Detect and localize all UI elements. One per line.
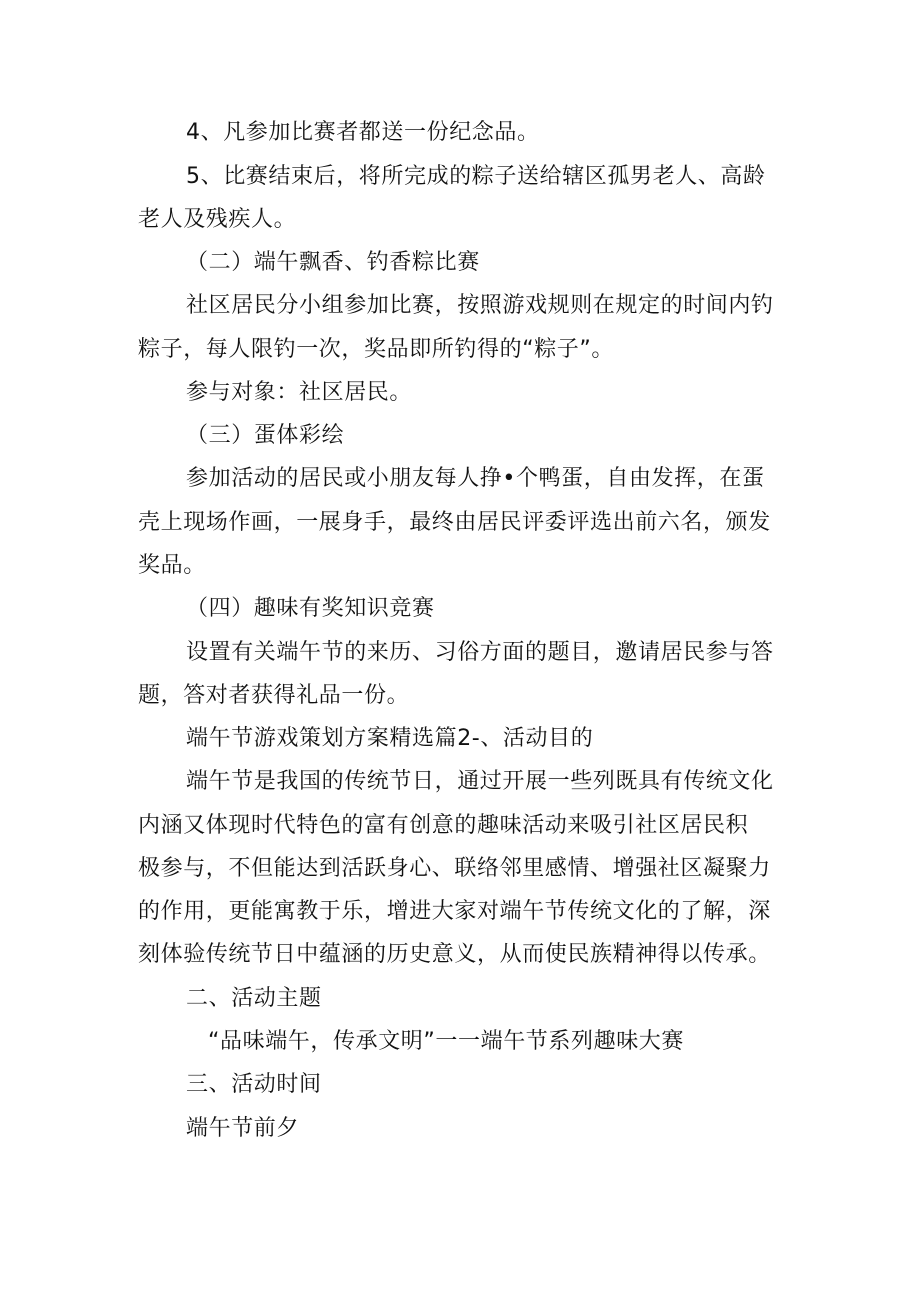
section-2-heading: （二）端午飘香、钓香粽比赛: [186, 250, 480, 275]
theme-text: “品味端午，传承文明”一一端午节系列趣味大赛: [208, 1029, 684, 1054]
purpose-line-3: 极参与，不但能达到活跃身心、联络邻里感情、增强社区凝聚力: [138, 856, 771, 881]
purpose-line-2: 内涵又体现时代特色的富有创意的趣味活动来吸引社区居民积: [138, 813, 749, 838]
section-3-line-3: 奖品。: [138, 553, 206, 578]
section-4-line-2: 题，答对者获得礼品一份。: [138, 683, 410, 708]
time-text: 端午节前夕: [186, 1116, 300, 1141]
section-3-heading: （三）蛋体彩绘: [186, 423, 345, 448]
part-2-title: 端午节游戏策划方案精选篇2-、活动目的: [186, 726, 594, 751]
section-2-line-1: 社区居民分小组参加比赛，按照游戏规则在规定的时间内钓: [186, 293, 774, 318]
section-3-line-2: 壳上现场作画，一展身手，最终由居民评委评选出前六名，颁发: [138, 510, 771, 535]
purpose-line-1: 端午节是我国的传统节日，通过开展一些列既具有传统文化: [186, 769, 774, 794]
item-5-line-1: 5、比赛结束后，将所完成的粽子送给辖区孤男老人、高龄: [186, 164, 766, 189]
item-4: 4、凡参加比赛者都送一份纪念品。: [186, 120, 540, 145]
time-heading: 三、活动时间: [186, 1072, 322, 1097]
purpose-line-4: 的作用，更能寓教于乐，增进大家对端午节传统文化的了解，深: [138, 899, 771, 924]
section-4-heading: （四）趣味有奖知识竞赛: [186, 596, 435, 621]
theme-heading: 二、活动主题: [186, 986, 322, 1011]
item-5-line-2: 老人及残疾人。: [138, 207, 297, 232]
section-2-participants: 参与对象：社区居民。: [186, 380, 413, 405]
purpose-line-5: 刻体验传统节日中蕴涵的历史意义，从而使民族精神得以传承。: [138, 942, 771, 967]
section-4-line-1: 设置有关端午节的来历、习俗方面的题目，邀请居民参与答: [186, 640, 774, 665]
section-2-line-2: 粽子，每人限钓一次，奖品即所钓得的“粽子”。: [138, 337, 614, 362]
section-3-line-1: 参加活动的居民或小朋友每人挣•个鸭蛋，自由发挥，在蛋: [186, 466, 765, 491]
